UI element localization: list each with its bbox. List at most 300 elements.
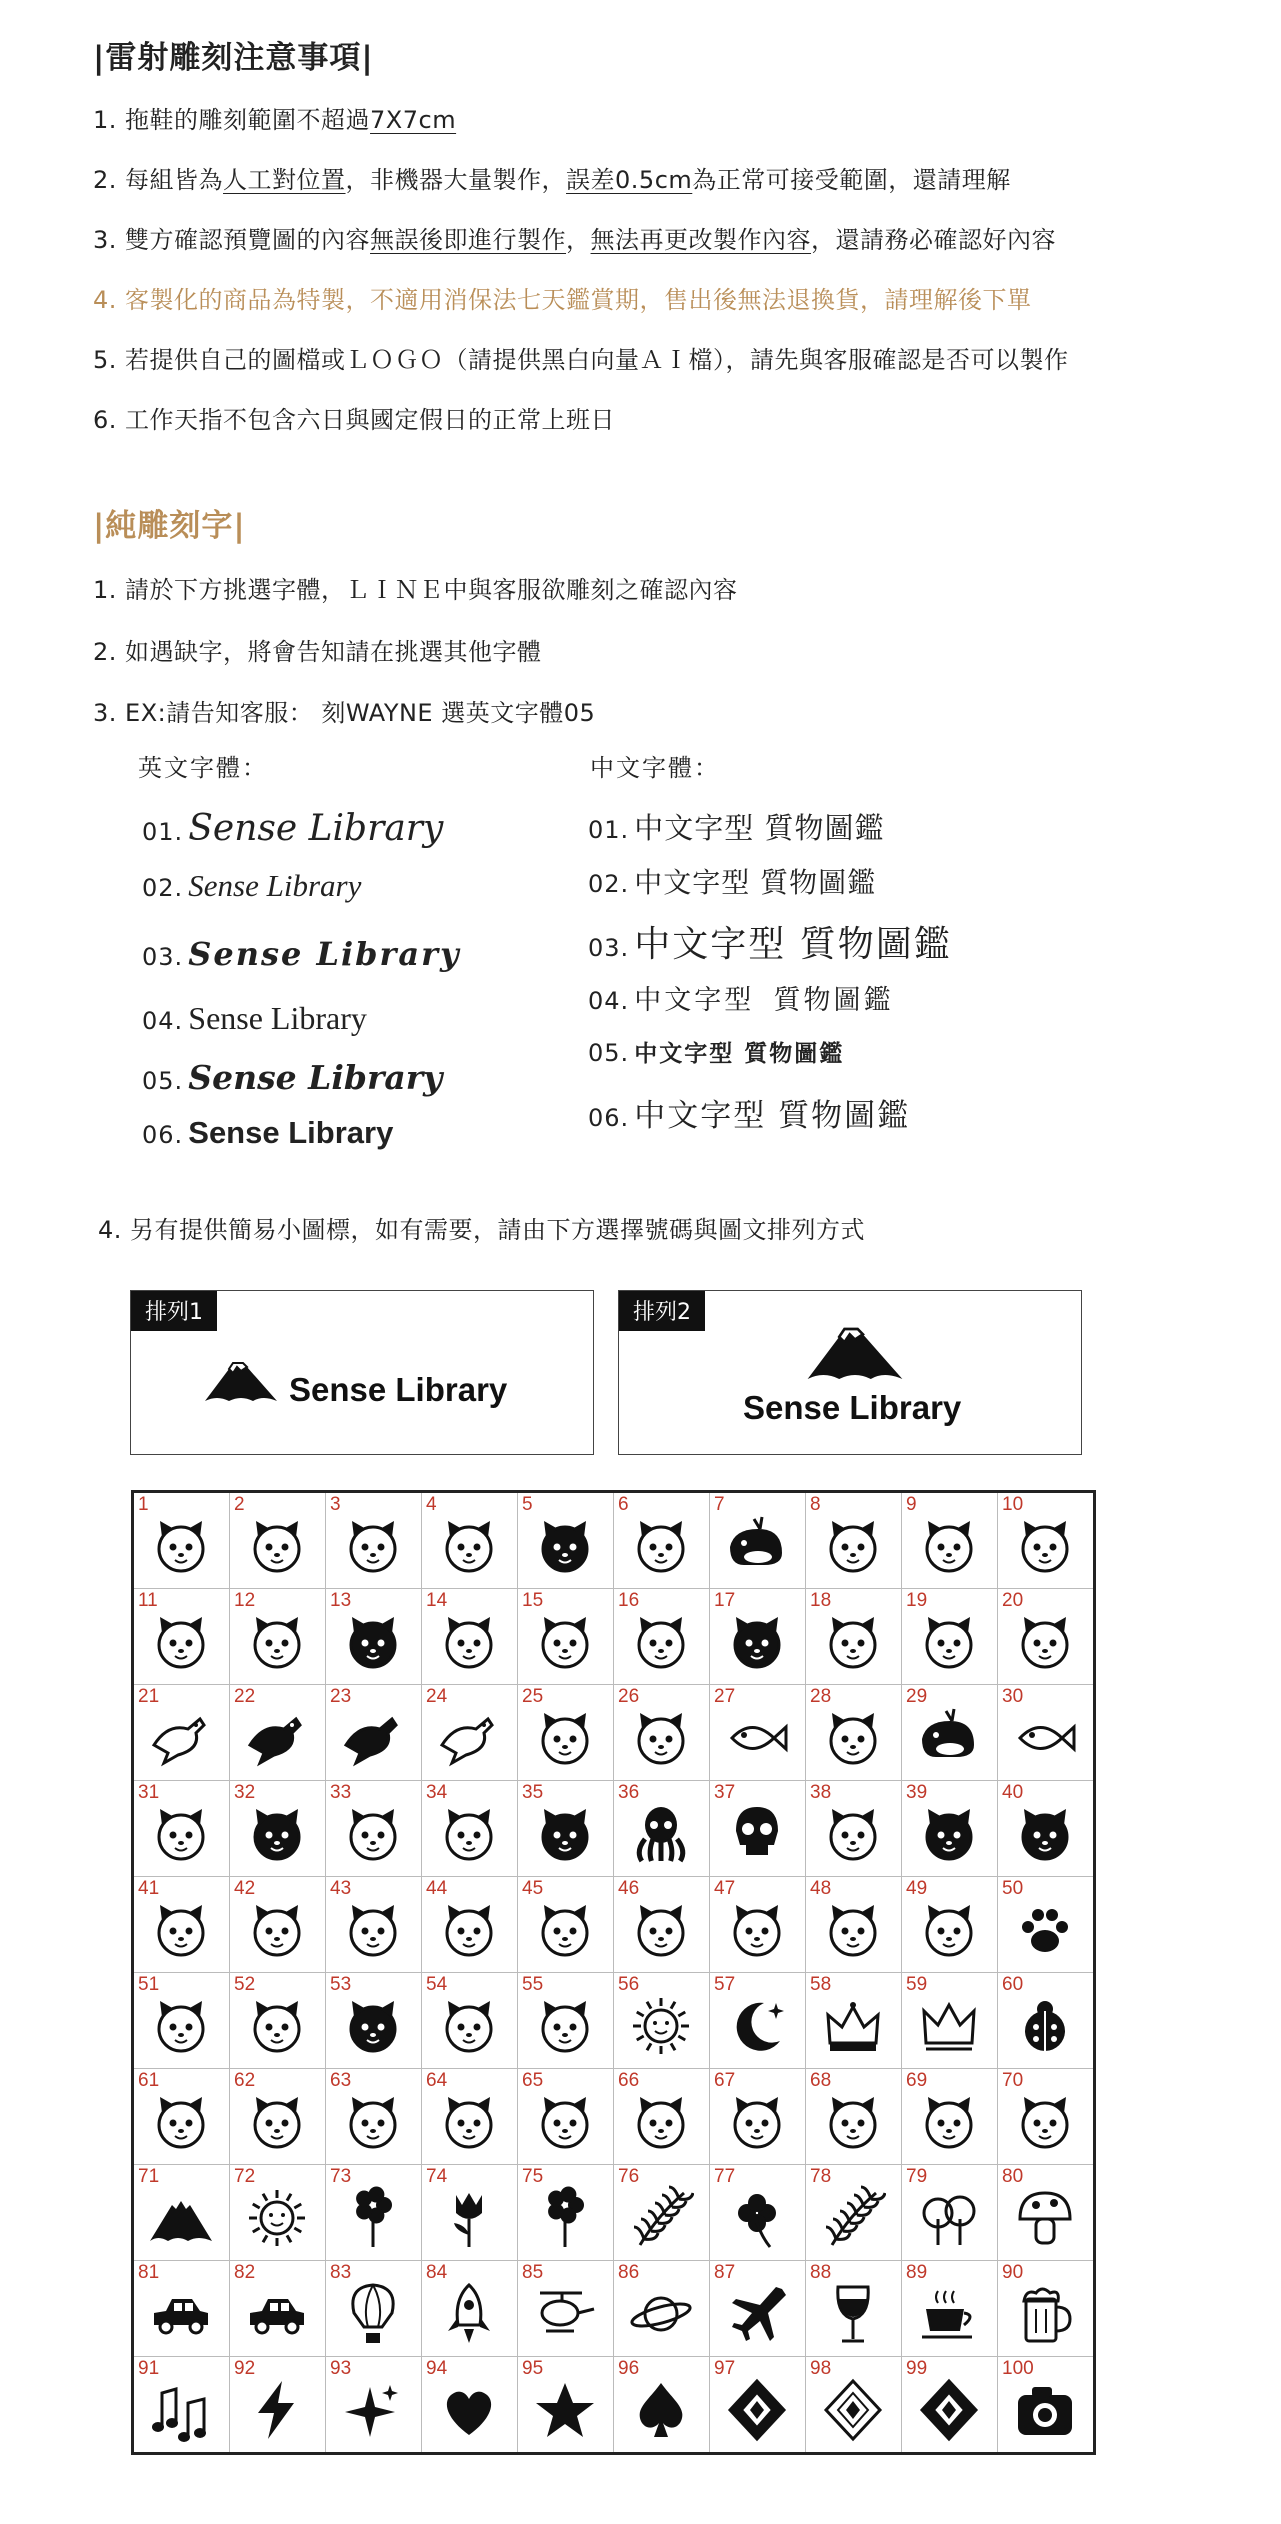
- icon-number: 23: [330, 1686, 352, 1707]
- icon-cell[interactable]: [902, 2165, 998, 2261]
- icon-number: 35: [522, 1782, 544, 1803]
- lightning-icon: [244, 2377, 310, 2443]
- paw-icon: [1012, 1897, 1078, 1963]
- smile-face-icon: [628, 2089, 694, 2155]
- icon-cell[interactable]: [710, 1973, 806, 2069]
- icon-number: 91: [138, 2358, 160, 2379]
- icon-number: 99: [906, 2358, 928, 2379]
- icon-number: 71: [138, 2166, 160, 2187]
- notice-item: 3. 雙方確認預覽圖的內容無誤後即進行製作，無法再更改製作內容，還請務必確認好內容: [93, 226, 1057, 254]
- icon-cell[interactable]: [806, 1492, 902, 1589]
- icon-grid-row: [133, 1877, 1095, 1973]
- icon-cell[interactable]: [422, 2261, 518, 2357]
- snake-icon: [628, 1705, 694, 1771]
- icon-number: 22: [234, 1686, 256, 1707]
- standing-dog-icon: [916, 1897, 982, 1963]
- icon-number: 11: [138, 1590, 158, 1611]
- eyes-face-icon: [148, 2089, 214, 2155]
- eyes-face-icon: [244, 2089, 310, 2155]
- icon-cell[interactable]: [326, 1685, 422, 1781]
- coffee-cup-icon: [916, 2281, 982, 2347]
- icon-cell[interactable]: [230, 1685, 326, 1781]
- truck-icon: [244, 2281, 310, 2347]
- icon-number: 5: [522, 1494, 533, 1515]
- icon-number: 19: [906, 1590, 928, 1611]
- icon-cell[interactable]: [806, 1589, 902, 1685]
- engraving-title: |純雕刻字|: [93, 508, 246, 544]
- icon-cell[interactable]: [998, 1877, 1095, 1973]
- shiba-face-icon: [436, 1897, 502, 1963]
- notice-item: 6. 工作天指不包含六日與國定假日的正常上班日: [93, 406, 616, 434]
- icon-number: 56: [618, 1974, 640, 1995]
- penguin-icon: [1012, 1801, 1078, 1867]
- icon-number: 36: [618, 1782, 640, 1803]
- shrimp-icon: [820, 1705, 886, 1771]
- chinese-font-option[interactable]: 01. 中文字型 質物圖鑑: [588, 811, 885, 845]
- icon-cell[interactable]: [710, 1781, 806, 1877]
- icon-cell[interactable]: [998, 1685, 1095, 1781]
- icon-number: 58: [810, 1974, 832, 1995]
- icon-cell[interactable]: [710, 2069, 806, 2165]
- lion-face-icon: [1012, 1513, 1078, 1579]
- icon-number: 8: [810, 1494, 821, 1515]
- mountain-icon: [805, 1325, 905, 1383]
- mountain-icon: [148, 2185, 214, 2251]
- icon-number: 75: [522, 2166, 544, 2187]
- icon-number: 89: [906, 2262, 928, 2283]
- icon-number: 28: [810, 1686, 832, 1707]
- icon-cell[interactable]: [806, 1877, 902, 1973]
- icon-cell[interactable]: [998, 1973, 1095, 2069]
- sun-icon: [628, 1993, 694, 2059]
- icon-number: 20: [1002, 1590, 1024, 1611]
- icon-number: 17: [714, 1590, 736, 1611]
- icon-cell[interactable]: [614, 1492, 710, 1589]
- pig-face-icon: [628, 1513, 694, 1579]
- icon-number: 90: [1002, 2262, 1024, 2283]
- orca-icon: [724, 1513, 790, 1579]
- icon-grid-row: [133, 2069, 1095, 2165]
- icon-number: 7: [714, 1494, 725, 1515]
- icon-cell[interactable]: [614, 1781, 710, 1877]
- icon-number: 61: [138, 2070, 160, 2091]
- icon-number: 50: [1002, 1878, 1024, 1899]
- icon-cell[interactable]: [133, 1685, 230, 1781]
- icon-cell[interactable]: [710, 1589, 806, 1685]
- icon-cell[interactable]: [422, 1877, 518, 1973]
- icon-cell[interactable]: [806, 2357, 902, 2454]
- music-note-icon: [148, 2377, 214, 2443]
- icon-cell[interactable]: [614, 2261, 710, 2357]
- icon-cell[interactable]: [518, 1492, 614, 1589]
- elephant-face-icon: [436, 1609, 502, 1675]
- icon-number: 76: [618, 2166, 640, 2187]
- icon-number: 86: [618, 2262, 640, 2283]
- icon-cell[interactable]: [230, 1492, 326, 1589]
- icon-cell[interactable]: [518, 1589, 614, 1685]
- icon-cell[interactable]: [230, 2357, 326, 2454]
- icon-number: 55: [522, 1974, 544, 1995]
- icon-cell[interactable]: [902, 1973, 998, 2069]
- icon-cell[interactable]: [806, 1973, 902, 2069]
- icon-grid-row: [133, 1685, 1095, 1781]
- crown-outline-icon: [916, 1993, 982, 2059]
- icon-number: 72: [234, 2166, 256, 2187]
- engraving-item: 3. EX:請告知客服： 刻WAYNE 選英文字體05: [93, 699, 596, 727]
- icon-cell[interactable]: [518, 1877, 614, 1973]
- chick-icon: [340, 1513, 406, 1579]
- icon-cell[interactable]: [422, 2165, 518, 2261]
- english-font-option[interactable]: 06. Sense Library: [142, 1115, 394, 1150]
- ladybug-icon: [1012, 1993, 1078, 2059]
- layout-brand: Sense Library: [289, 1371, 508, 1408]
- icon-number: 48: [810, 1878, 832, 1899]
- tulip-icon: [436, 2185, 502, 2251]
- icon-number: 66: [618, 2070, 640, 2091]
- dove-icon: [436, 1705, 502, 1771]
- icon-cell[interactable]: [422, 2357, 518, 2454]
- schnauzer-face-icon: [340, 1897, 406, 1963]
- icon-cell[interactable]: [998, 2165, 1095, 2261]
- cat-silhouette-icon: [340, 1993, 406, 2059]
- kid-face-icon: [1012, 2089, 1078, 2155]
- icon-number: 6: [618, 1494, 629, 1515]
- star-icon: [532, 2377, 598, 2443]
- rabbit-hand-icon: [340, 1801, 406, 1867]
- icon-number: 26: [618, 1686, 640, 1707]
- icon-cell[interactable]: [806, 1685, 902, 1781]
- icon-number: 74: [426, 2166, 448, 2187]
- icon-cell[interactable]: [998, 2069, 1095, 2165]
- icon-number: 27: [714, 1686, 736, 1707]
- english-font-option[interactable]: 02. Sense Library: [142, 868, 362, 903]
- icon-cell[interactable]: [518, 2357, 614, 2454]
- icon-number: 52: [234, 1974, 256, 1995]
- icon-number: 3: [330, 1494, 341, 1515]
- icon-cell[interactable]: [614, 2357, 710, 2454]
- icon-number: 30: [1002, 1686, 1024, 1707]
- pig-face-icon: [148, 1609, 214, 1675]
- icon-number: 97: [714, 2358, 736, 2379]
- heart-icon: [436, 2377, 502, 2443]
- icon-cell[interactable]: [614, 1589, 710, 1685]
- sheep-face-icon: [628, 1609, 694, 1675]
- icon-cell[interactable]: [998, 1492, 1095, 1589]
- fishbowl-icon: [724, 1705, 790, 1771]
- icon-number: 13: [330, 1590, 352, 1611]
- icon-cell[interactable]: [710, 1685, 806, 1781]
- icons-intro: 4. 另有提供簡易小圖標，如有需要，請由下方選擇號碼與圖文排列方式: [98, 1216, 866, 1244]
- car-icon: [148, 2281, 214, 2347]
- notice-item: 5. 若提供自己的圖檔或ＬＯＧＯ（請提供黑白向量ＡＩ檔），請先與客服確認是否可以製作: [93, 346, 1069, 374]
- icon-cell[interactable]: [133, 2357, 230, 2454]
- icon-grid-row: [133, 2357, 1095, 2454]
- fox-icon: [532, 1705, 598, 1771]
- icon-cell[interactable]: [230, 2165, 326, 2261]
- icon-cell[interactable]: [614, 1973, 710, 2069]
- icon-cell[interactable]: [998, 2261, 1095, 2357]
- icon-number: 81: [138, 2262, 160, 2283]
- icon-cell[interactable]: [326, 2069, 422, 2165]
- octopus-icon: [628, 1801, 694, 1867]
- icon-grid-row: [133, 1781, 1095, 1877]
- icon-number: 53: [330, 1974, 352, 1995]
- icon-number: 95: [522, 2358, 544, 2379]
- icon-grid-row: [133, 1492, 1095, 1589]
- icon-cell[interactable]: [518, 1685, 614, 1781]
- icon-number: 88: [810, 2262, 832, 2283]
- layout-option-2[interactable]: [618, 1290, 1082, 1455]
- icon-cell[interactable]: [326, 1492, 422, 1589]
- icon-number: 10: [1002, 1494, 1024, 1515]
- layout-option-1[interactable]: [130, 1290, 594, 1455]
- icon-number: 24: [426, 1686, 448, 1707]
- rocket-icon: [436, 2281, 502, 2347]
- bird-icon: [148, 1705, 214, 1771]
- monkey-face-icon: [916, 1801, 982, 1867]
- icon-number: 43: [330, 1878, 352, 1899]
- icon-cell[interactable]: [133, 2261, 230, 2357]
- icon-cell[interactable]: [422, 1973, 518, 2069]
- snowflake-pattern-icon: [916, 2377, 982, 2443]
- english-font-option[interactable]: 05. Sense Library: [142, 1058, 443, 1097]
- icon-cell[interactable]: [133, 1877, 230, 1973]
- icon-number: 32: [234, 1782, 256, 1803]
- icon-number: 31: [138, 1782, 160, 1803]
- seal-face-icon: [820, 1513, 886, 1579]
- icon-cell[interactable]: [326, 2165, 422, 2261]
- bulldog-face-icon: [244, 1897, 310, 1963]
- icon-number: 2: [234, 1494, 245, 1515]
- whale-icon: [916, 1705, 982, 1771]
- icon-cell[interactable]: [422, 1781, 518, 1877]
- icon-cell[interactable]: [518, 1973, 614, 2069]
- engraving-item: 2. 如遇缺字，將會告知請在挑選其他字體: [93, 638, 542, 666]
- icon-cell[interactable]: [998, 2357, 1095, 2454]
- rabbit-face-icon: [436, 1513, 502, 1579]
- icon-number: 34: [426, 1782, 448, 1803]
- koala-face-icon: [916, 1513, 982, 1579]
- icon-cell[interactable]: [518, 2261, 614, 2357]
- icon-cell[interactable]: [902, 2261, 998, 2357]
- icon-number: 54: [426, 1974, 448, 1995]
- icon-cell[interactable]: [326, 1589, 422, 1685]
- icon-cell[interactable]: [710, 2357, 806, 2454]
- mountain-icon: [203, 1361, 279, 1403]
- icon-number: 77: [714, 2166, 736, 2187]
- icon-number: 29: [906, 1686, 928, 1707]
- icon-cell[interactable]: [230, 1973, 326, 2069]
- terrier-face-icon: [532, 1897, 598, 1963]
- icon-cell[interactable]: [422, 1492, 518, 1589]
- icon-cell[interactable]: [902, 1685, 998, 1781]
- icon-number: 83: [330, 2262, 352, 2283]
- icon-number: 39: [906, 1782, 928, 1803]
- icon-number: 41: [138, 1878, 160, 1899]
- chinese-font-option[interactable]: 05. 中文字型 質物圖鑑: [588, 1039, 845, 1067]
- icon-cell[interactable]: [230, 1589, 326, 1685]
- icon-grid-row: [133, 2261, 1095, 2357]
- icon-cell[interactable]: [326, 2357, 422, 2454]
- flower-stem-icon: [532, 2185, 598, 2251]
- notice-item-highlight: 4. 客製化的商品為特製，不適用消保法七天鑑賞期，售出後無法退換貨，請理解後下單: [93, 286, 1032, 314]
- icon-number: 94: [426, 2358, 448, 2379]
- icon-number: 78: [810, 2166, 832, 2187]
- icon-cell[interactable]: [902, 2069, 998, 2165]
- bear-face-icon: [244, 1513, 310, 1579]
- icon-cell[interactable]: [614, 2069, 710, 2165]
- icon-number: 59: [906, 1974, 928, 1995]
- icon-grid-row: [133, 2165, 1095, 2261]
- english-font-option[interactable]: 01. Sense Library: [142, 808, 444, 849]
- icon-cell[interactable]: [133, 1973, 230, 2069]
- icon-cell[interactable]: [230, 1781, 326, 1877]
- monkey-face-icon: [340, 1609, 406, 1675]
- icon-number: 64: [426, 2070, 448, 2091]
- icon-cell[interactable]: [422, 2069, 518, 2165]
- icon-grid-row: [133, 1589, 1095, 1685]
- layout-tag: 排列1: [131, 1291, 217, 1331]
- icon-cell[interactable]: [998, 1589, 1095, 1685]
- icon-number: 42: [234, 1878, 256, 1899]
- spade-icon: [628, 2377, 694, 2443]
- planet-icon: [628, 2281, 694, 2347]
- icon-number: 79: [906, 2166, 928, 2187]
- swallow-icon: [340, 1705, 406, 1771]
- icon-cell[interactable]: [518, 2165, 614, 2261]
- icon-cell[interactable]: [614, 1877, 710, 1973]
- icon-number: 25: [522, 1686, 544, 1707]
- icon-cell[interactable]: [133, 2069, 230, 2165]
- sparkle-icon: [340, 2377, 406, 2443]
- mushroom-icon: [1012, 2185, 1078, 2251]
- bowtie-cat-icon: [436, 1993, 502, 2059]
- icon-cell[interactable]: [230, 2261, 326, 2357]
- icon-cell[interactable]: [326, 1877, 422, 1973]
- icon-cell[interactable]: [518, 2069, 614, 2165]
- sunset-mountain-icon: [244, 2185, 310, 2251]
- icon-number: 100: [1002, 2358, 1034, 2379]
- icon-cell[interactable]: [902, 2357, 998, 2454]
- icon-number: 93: [330, 2358, 352, 2379]
- icon-number: 57: [714, 1974, 736, 1995]
- icon-cell[interactable]: [710, 1492, 806, 1589]
- black-cat-icon: [244, 1801, 310, 1867]
- rabbit-ears-icon: [148, 1801, 214, 1867]
- ponytail-face-icon: [820, 2089, 886, 2155]
- icon-cell[interactable]: [902, 1781, 998, 1877]
- helicopter-icon: [532, 2281, 598, 2347]
- icon-cell[interactable]: [230, 2069, 326, 2165]
- sitting-dog-icon: [820, 1897, 886, 1963]
- english-font-option[interactable]: 03. Sense Library: [142, 935, 461, 973]
- chinese-font-option[interactable]: 04. 中文字型 質物圖鑑: [588, 985, 894, 1016]
- icon-cell[interactable]: [230, 1877, 326, 1973]
- chinese-font-option[interactable]: 06. 中文字型 質物圖鑑: [588, 1098, 911, 1134]
- icon-cell[interactable]: [133, 2165, 230, 2261]
- icon-cell[interactable]: [806, 2069, 902, 2165]
- icon-cell[interactable]: [902, 1492, 998, 1589]
- creature-face-icon: [532, 1801, 598, 1867]
- icon-cell[interactable]: [806, 1781, 902, 1877]
- engraving-item: 1. 請於下方挑選字體，ＬＩＮＥ中與客服欲雕刻之確認內容: [93, 576, 738, 604]
- chinese-font-option[interactable]: 02. 中文字型 質物圖鑑: [588, 866, 877, 899]
- icon-cell[interactable]: [422, 1589, 518, 1685]
- icon-cell[interactable]: [710, 2261, 806, 2357]
- icon-number: 45: [522, 1878, 544, 1899]
- wine-glass-icon: [820, 2281, 886, 2347]
- icon-cell[interactable]: [902, 1589, 998, 1685]
- icon-number: 60: [1002, 1974, 1024, 1995]
- icon-cell[interactable]: [806, 2165, 902, 2261]
- icon-number: 49: [906, 1878, 928, 1899]
- icon-cell[interactable]: [614, 2165, 710, 2261]
- icon-number: 37: [714, 1782, 736, 1803]
- long-hair-face-icon: [916, 2089, 982, 2155]
- icon-cell[interactable]: [326, 2261, 422, 2357]
- icon-cell[interactable]: [902, 1877, 998, 1973]
- icon-cell[interactable]: [326, 1973, 422, 2069]
- icon-number: 15: [522, 1590, 544, 1611]
- icon-cell[interactable]: [133, 1492, 230, 1589]
- icon-cell[interactable]: [998, 1781, 1095, 1877]
- icon-cell[interactable]: [710, 1877, 806, 1973]
- fish-icon: [1012, 1705, 1078, 1771]
- eyes-face-icon: [532, 2089, 598, 2155]
- icon-number: 51: [138, 1974, 160, 1995]
- fox-face-icon: [820, 1609, 886, 1675]
- icon-number: 87: [714, 2262, 736, 2283]
- icon-grid: [131, 1490, 1096, 2455]
- icon-cell[interactable]: [518, 1781, 614, 1877]
- beer-mug-icon: [1012, 2281, 1078, 2347]
- tiger-face-icon: [244, 1609, 310, 1675]
- peeking-cat-icon: [148, 1993, 214, 2059]
- icon-number: 9: [906, 1494, 917, 1515]
- icon-cell[interactable]: [133, 1781, 230, 1877]
- penguin-icon: [724, 1609, 790, 1675]
- icon-cell[interactable]: [326, 1781, 422, 1877]
- icon-number: 4: [426, 1494, 437, 1515]
- icon-cell[interactable]: [806, 2261, 902, 2357]
- icon-number: 85: [522, 2262, 544, 2283]
- english-font-option[interactable]: 04. Sense Library: [142, 1000, 367, 1036]
- chinese-font-option[interactable]: 03. 中文字型 質物圖鑑: [588, 924, 952, 965]
- icon-number: 18: [810, 1590, 832, 1611]
- sleeping-cat-icon: [244, 1993, 310, 2059]
- icon-number: 1: [138, 1494, 149, 1515]
- icon-cell[interactable]: [710, 2165, 806, 2261]
- icon-cell[interactable]: [133, 1589, 230, 1685]
- panda-face-icon: [532, 1513, 598, 1579]
- icon-number: 47: [714, 1878, 736, 1899]
- cow-face-icon: [532, 1609, 598, 1675]
- spaniel-face-icon: [628, 1897, 694, 1963]
- icon-number: 14: [426, 1590, 448, 1611]
- icon-number: 73: [330, 2166, 352, 2187]
- icon-number: 69: [906, 2070, 928, 2091]
- camera-icon: [1012, 2377, 1078, 2443]
- english-font-label: 英文字體：: [138, 754, 268, 782]
- clover-icon: [724, 2185, 790, 2251]
- icon-cell[interactable]: [614, 1685, 710, 1781]
- icon-number: 40: [1002, 1782, 1024, 1803]
- crow-icon: [244, 1705, 310, 1771]
- frog-icon: [1012, 1609, 1078, 1675]
- crown-icon: [820, 1993, 886, 2059]
- icon-cell[interactable]: [422, 1685, 518, 1781]
- icon-number: 63: [330, 2070, 352, 2091]
